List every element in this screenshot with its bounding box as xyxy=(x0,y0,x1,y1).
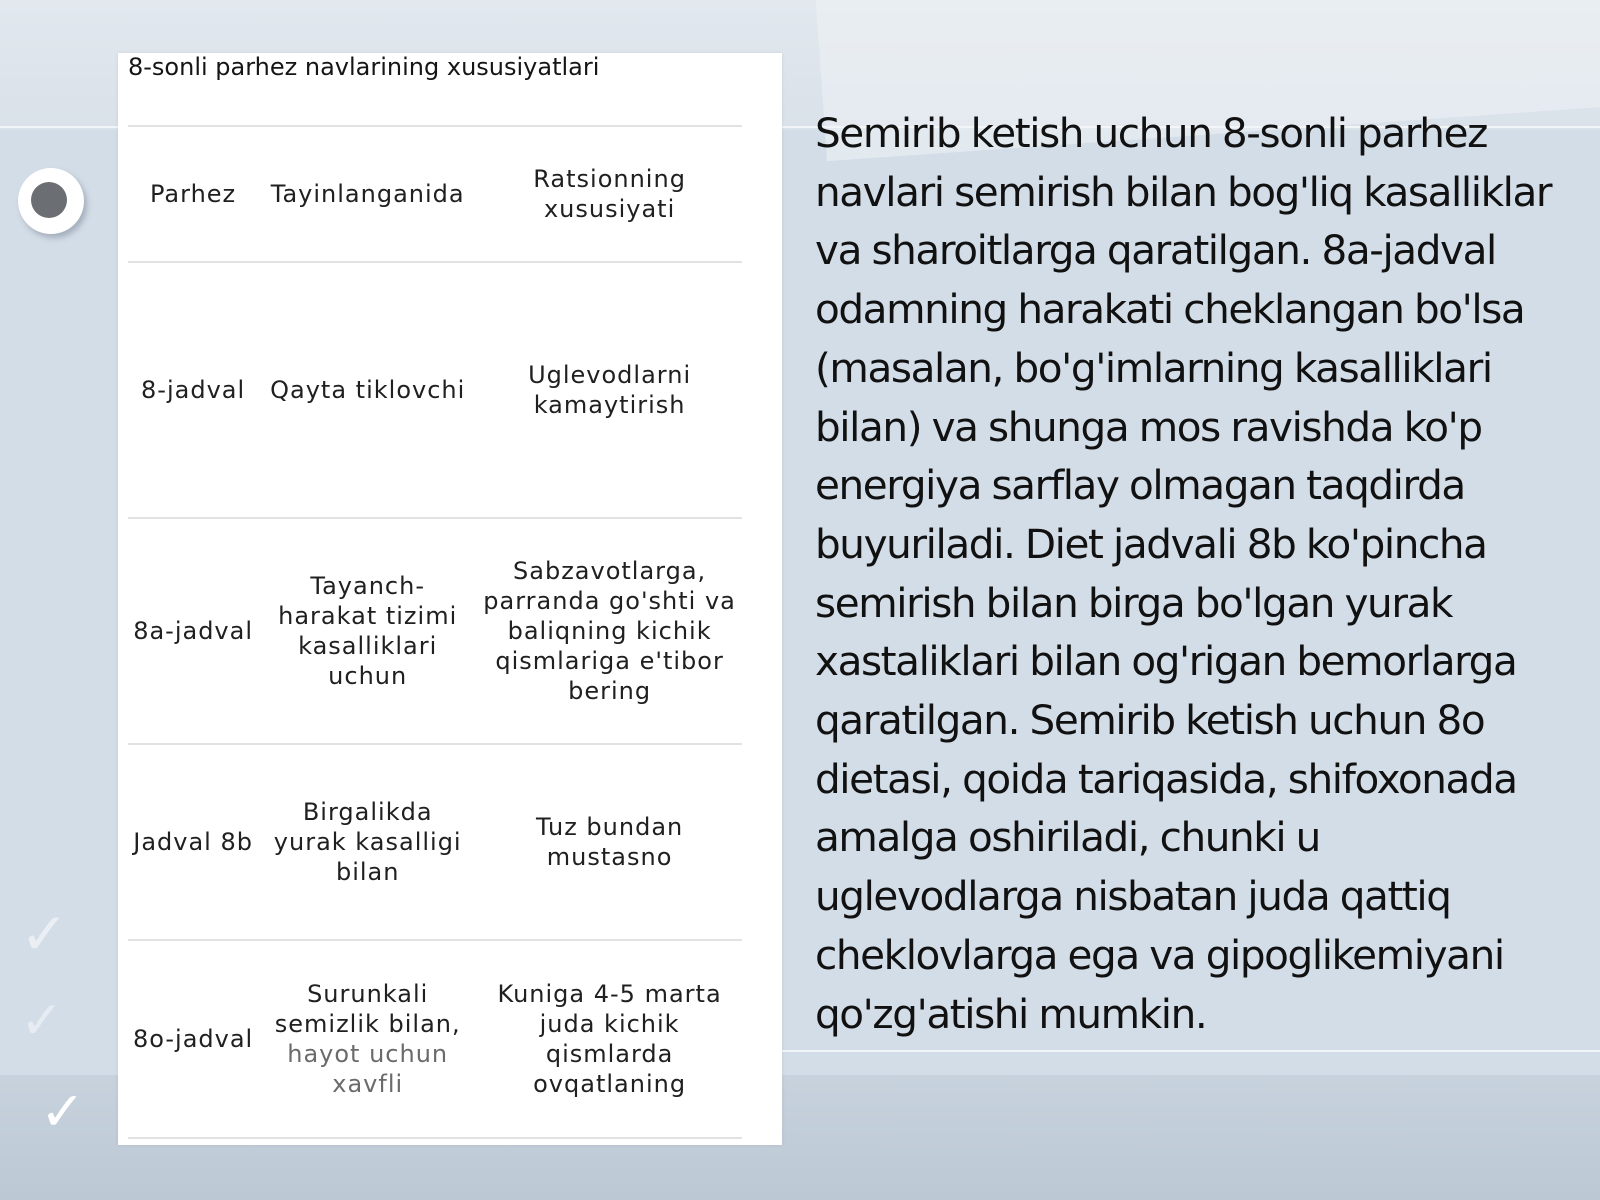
column-header-ratsion: Ratsionning xususiyati xyxy=(477,126,742,262)
table-row xyxy=(128,940,742,1138)
paragraph-line: uglevodlarga nisbatan juda qattiq xyxy=(815,872,1451,921)
cell-parhez: Jadval 8b xyxy=(128,744,258,940)
paragraph-line: bilan) va shunga mos ravishda ko'p xyxy=(815,402,1482,451)
paragraph-line: Semirib ketish uchun 8-sonli parhez xyxy=(815,109,1487,157)
column-header-parhez: Parhez xyxy=(128,126,258,262)
paragraph-line: semirish bilan birga bo'lgan yurak xyxy=(815,578,1453,627)
circle-bullet-icon xyxy=(18,168,84,234)
check-mark-icon: ✓ xyxy=(20,900,69,968)
table-card xyxy=(118,53,782,1145)
check-mark-icon: ✓ xyxy=(20,991,64,1051)
paragraph-line: xastaliklari bilan og'rigan bemorlarga xyxy=(815,637,1517,686)
background-line xyxy=(782,1050,1600,1052)
table-row xyxy=(128,518,742,744)
cell-tayinlanganida: Qayta tiklovchi xyxy=(258,262,477,518)
table-row xyxy=(128,744,742,940)
paragraph-line: cheklovlarga ega va gipoglikemiyani xyxy=(815,930,1504,979)
paragraph-line: amalga oshiriladi, chunki u xyxy=(815,813,1320,862)
table-header-row xyxy=(128,126,742,262)
cell-tayinlanganida: Tayanch-harakat tizimi kasalliklari uchun xyxy=(258,518,477,744)
cell-tayinlanganida xyxy=(258,940,477,1138)
check-mark-icon: ✓ xyxy=(40,1080,86,1143)
cell-parhez: 8-jadval xyxy=(128,262,258,518)
diet-table xyxy=(128,125,742,1139)
table-row xyxy=(128,262,742,518)
paragraph-line: va sharoitlarga qaratilgan. 8a-jadval xyxy=(815,226,1496,275)
cell-ratsion: Tuz bundan mustasno xyxy=(477,744,742,940)
paragraph-line: navlari semirish bilan bog'liq kasalliklar xyxy=(815,167,1552,216)
cell-ratsion: Sabzavotlarga, parranda go'shti va baliqning kichik qismlariga e'tibor bering xyxy=(477,518,742,744)
cell-parhez: 8a-jadval xyxy=(128,518,258,744)
cell-ratsion: Kuniga 4-5 marta juda kichik qismlarda ovqatlaning xyxy=(477,940,742,1138)
background-line xyxy=(0,126,118,128)
paragraph-line: energiya sarflay olmagan taqdirda xyxy=(815,461,1465,510)
description-paragraph xyxy=(815,104,1595,1043)
paragraph-line: qo'zg'atishi mumkin. xyxy=(815,989,1207,1038)
column-header-tayinlanganida: Tayinlanganida xyxy=(258,126,477,262)
cell-text: Surunkali semizlik bilan, xyxy=(274,980,461,1038)
cell-ratsion: Uglevodlarni kamaytirish xyxy=(477,262,742,518)
paragraph-line: odamning harakati cheklangan bo'lsa xyxy=(815,285,1525,334)
cell-text-muted: hayot uchun xavfli xyxy=(287,1040,449,1098)
paragraph-line: dietasi, qoida tariqasida, shifoxonada xyxy=(815,754,1517,803)
paragraph-line: qaratilgan. Semirib ketish uchun 8o xyxy=(815,696,1485,745)
cell-tayinlanganida: Birgalikda yurak kasalligi bilan xyxy=(258,744,477,940)
paragraph-line: (masalan, bo'g'imlarning kasalliklari xyxy=(815,343,1492,392)
cell-parhez: 8o-jadval xyxy=(128,940,258,1138)
table-title: 8-sonli parhez navlarining xususiyatlari xyxy=(128,53,600,81)
paragraph-line: buyuriladi. Diet jadvali 8b ko'pincha xyxy=(815,519,1487,568)
